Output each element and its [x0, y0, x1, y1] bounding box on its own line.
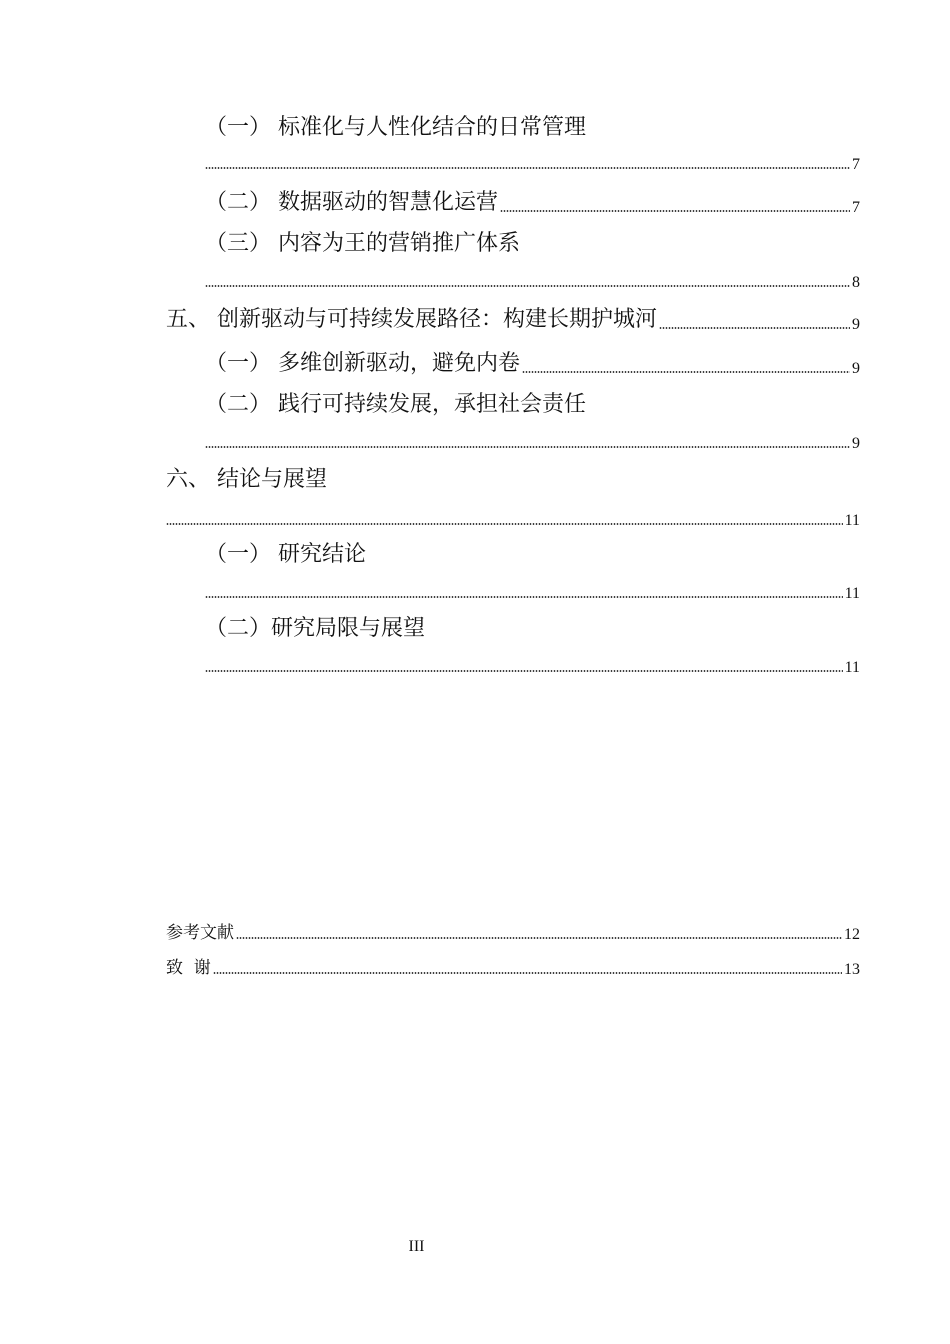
dot-leader	[213, 972, 842, 974]
toc-page-number: 9	[852, 360, 860, 377]
toc-entry-acknowledgements[interactable]	[166, 957, 860, 979]
toc-page-number: 7	[852, 199, 860, 216]
toc-entry-6-1[interactable]	[205, 541, 860, 603]
toc-entry-6[interactable]	[166, 466, 860, 530]
toc-entry-title: （三） 内容为王的营销推广体系	[205, 231, 520, 256]
toc-entry-6-2[interactable]	[205, 615, 860, 677]
toc-entry-4-1[interactable]	[205, 114, 860, 174]
toc-page-number: 9	[852, 316, 860, 333]
dot-leader	[522, 371, 850, 373]
toc-entry-title: （一） 标准化与人性化结合的日常管理	[205, 115, 586, 140]
toc-page-number: 8	[852, 274, 860, 291]
toc-entry-title: （二） 数据驱动的智慧化运营	[205, 190, 498, 215]
toc-entry-title: （一） 多维创新驱动，避免内卷	[205, 351, 520, 376]
page-footer-number: III	[408, 1238, 425, 1255]
toc-entry-title: （二） 践行可持续发展，承担社会责任	[205, 392, 586, 417]
dot-leader	[659, 327, 850, 329]
toc-entry-5-1[interactable]	[205, 350, 860, 378]
dot-leader	[205, 285, 850, 287]
toc-entry-5-2[interactable]	[205, 391, 860, 453]
toc-entry-title: 参考文献	[166, 923, 234, 943]
toc-entry-title: （一） 研究结论	[205, 542, 366, 567]
dot-leader	[500, 210, 850, 212]
toc-page-number: 7	[852, 156, 860, 173]
toc-entry-5[interactable]	[166, 306, 860, 334]
toc-entry-title: 致 谢	[166, 958, 211, 978]
dot-leader	[236, 937, 842, 939]
dot-leader	[166, 523, 843, 525]
toc-entry-4-2[interactable]	[205, 189, 860, 217]
dot-leader	[205, 167, 850, 169]
toc-page-number: 12	[844, 926, 860, 943]
toc-entry-references[interactable]	[166, 922, 860, 944]
toc-entry-4-3[interactable]	[205, 230, 860, 292]
toc-entry-title: 五、 创新驱动与可持续发展路径：构建长期护城河	[166, 307, 657, 332]
toc-page-number: 13	[844, 961, 860, 978]
toc-page-number: 11	[844, 585, 860, 602]
toc-entry-title: 六、 结论与展望	[166, 467, 327, 492]
dot-leader	[205, 446, 850, 448]
toc-entry-title: （二）研究局限与展望	[205, 616, 426, 641]
toc-page-number: 9	[852, 435, 860, 452]
toc-page-number: 11	[844, 659, 860, 676]
dot-leader	[205, 670, 843, 672]
toc-page-number: 11	[844, 512, 860, 529]
dot-leader	[205, 596, 843, 598]
